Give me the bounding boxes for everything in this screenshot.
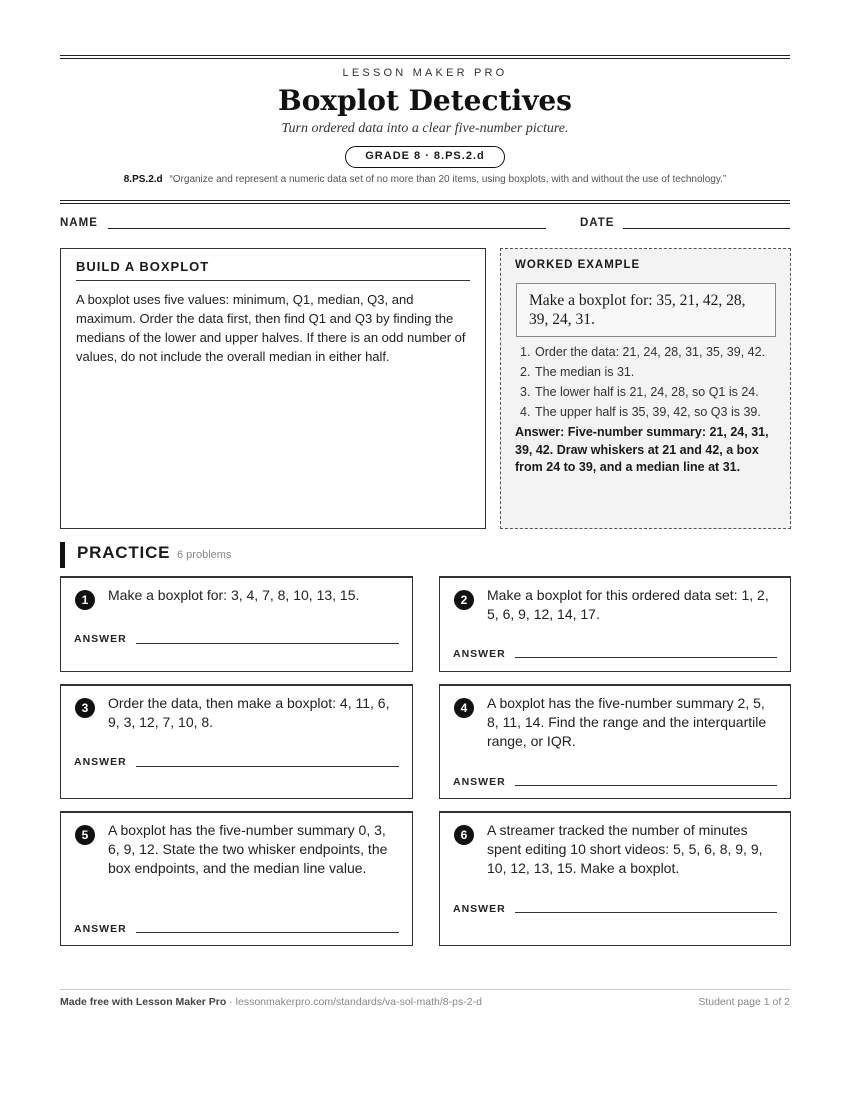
problem-card-1 (60, 576, 413, 672)
problem-card-6 (439, 811, 791, 946)
worked-answer: Answer: Five-number summary: 21, 24, 31, 39, 42. Draw whiskers at 21 and 42, a box from 24 to 39, and a median line at 31. (515, 425, 769, 474)
problem-card-2 (439, 576, 791, 672)
problem-prompt: A boxplot has the five-number summary 2, 5, 8, 11, 14. Find the range and the interquartile range, or IQR. (487, 695, 767, 749)
problem-card-4 (439, 684, 791, 799)
footer-url[interactable]: · lessonmakerpro.com/standards/va-sol-math/8-ps-2-d (226, 996, 482, 1008)
worked-step: 1. Order the data: 21, 24, 28, 31, 35, 39, 42. (520, 345, 766, 359)
worked-title: WORKED EXAMPLE (515, 259, 641, 271)
footer-made-with: Made free with Lesson Maker Pro (60, 996, 227, 1008)
problem-number: 3 (75, 698, 95, 718)
problem-prompt: A streamer tracked the number of minutes spent editing 10 short videos: 5, 5, 6, 8, 9, 9, 10, 12, 13, 15. Make a boxplot. (487, 822, 763, 876)
answer-line[interactable] (136, 643, 399, 644)
problem-prompt: Make a boxplot for: 3, 4, 7, 8, 10, 13, 15. (108, 587, 360, 603)
answer-line[interactable] (136, 932, 399, 933)
standard-line (0, 174, 850, 185)
problem-number: 1 (75, 590, 95, 610)
footer-rule (60, 989, 790, 990)
worked-step: 3. The lower half is 21, 24, 28, so Q1 is 24. (520, 385, 759, 399)
name-label: NAME (60, 217, 98, 229)
answer-line[interactable] (136, 766, 399, 767)
answer-label: ANSWER (74, 756, 127, 768)
answer-label: ANSWER (74, 923, 127, 935)
worked-example-panel (500, 248, 791, 529)
worked-prompt: Make a boxplot for: 35, 21, 42, 28, 39, 24, 31. (516, 283, 776, 337)
problem-prompt: Order the data, then make a boxplot: 4, 11, 6, 9, 3, 12, 7, 10, 8. (108, 695, 390, 730)
problem-number: 6 (454, 825, 474, 845)
problem-number: 2 (454, 590, 474, 610)
problem-card-3 (60, 684, 413, 799)
problem-prompt: Make a boxplot for this ordered data set: 1, 2, 5, 6, 9, 12, 14, 17. (487, 587, 769, 622)
footer-credit (60, 996, 482, 1008)
answer-label: ANSWER (453, 776, 506, 788)
build-text: A boxplot uses five values: minimum, Q1, median, Q3, and maximum. Order the data first, then find Q1 and Q3 by finding the medians of the lower and upper halves. If there is an odd number of values, do not include the overall median in either half. (76, 292, 466, 364)
answer-label: ANSWER (453, 903, 506, 915)
brand-name: LESSON MAKER PRO (342, 67, 508, 79)
page-subtitle: Turn ordered data into a clear five-number picture. (281, 121, 569, 136)
answer-line[interactable] (515, 912, 777, 913)
grade-badge: GRADE 8 · 8.PS.2.d (345, 146, 505, 168)
build-boxplot-panel (60, 248, 486, 529)
answer-label: ANSWER (74, 633, 127, 645)
practice-count: 6 problems (177, 549, 232, 561)
standard-text: “Organize and represent a numeric data set of no more than 20 items, using boxplots, with and without the use of technology.” (169, 174, 727, 185)
header-bottom-rule (60, 200, 790, 201)
practice-title: PRACTICE (77, 543, 171, 562)
answer-label: ANSWER (453, 648, 506, 660)
footer-page-number: Student page 1 of 2 (698, 996, 790, 1008)
worked-step: 2. The median is 31. (520, 365, 635, 379)
standard-code: 8.PS.2.d (123, 174, 163, 185)
worked-steps (515, 344, 776, 421)
answer-line[interactable] (515, 657, 777, 658)
page-title: Boxplot Detectives (278, 84, 572, 117)
date-label: DATE (580, 217, 615, 229)
name-field-line[interactable] (108, 228, 546, 229)
problem-number: 4 (454, 698, 474, 718)
problem-prompt: A boxplot has the five-number summary 0, 3, 6, 9, 12. State the two whisker endpoints, the box endpoints, and the median line value. (108, 822, 388, 876)
answer-line[interactable] (515, 785, 777, 786)
problem-card-5 (60, 811, 413, 946)
date-field-line[interactable] (623, 228, 790, 229)
top-rule (60, 55, 790, 56)
worked-step: 4. The upper half is 35, 39, 42, so Q3 is 39. (520, 405, 761, 419)
practice-accent-bar (60, 542, 65, 568)
problem-number: 5 (75, 825, 95, 845)
build-title: BUILD A BOXPLOT (76, 259, 470, 281)
